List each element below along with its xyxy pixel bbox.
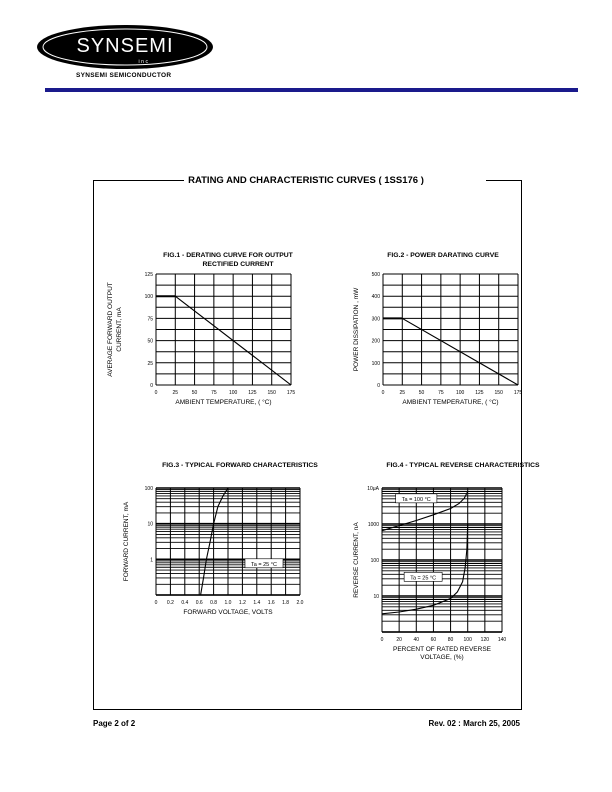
fig3-xtick-label: 1.2 (238, 600, 246, 606)
fig4-ytick-label: 1000 (367, 522, 379, 528)
fig1-xtick-label: 50 (191, 390, 198, 396)
fig1-ytick-label: 100 (144, 294, 153, 301)
revision-date: Rev. 02 : March 25, 2005 (428, 719, 520, 728)
fig3-ylabel: FORWARD CURRENT, mA (123, 501, 130, 582)
fig2-ytick-label: 100 (371, 360, 380, 367)
fig4-xtick-label: 40 (413, 637, 420, 643)
fig3-xtick-label: 1.6 (267, 600, 275, 606)
fig4-title: FIG.4 - TYPICAL REVERSE CHARACTERISTICS (386, 462, 540, 469)
fig3-ytick-label: 10 (147, 521, 153, 528)
fig3-xtick-label: 2.0 (296, 600, 304, 606)
fig1-ytick-label: 50 (147, 338, 153, 345)
fig1-ylabel: CURRENT, mA (116, 307, 123, 352)
fig4-ytick-label: 10μA (367, 486, 379, 492)
fig1-xtick-label: 25 (172, 390, 179, 396)
fig2-title: FIG.2 - POWER DARATING CURVE (387, 252, 499, 259)
fig1-xtick-label: 0 (154, 390, 158, 396)
fig1-xtick-label: 100 (228, 390, 238, 396)
fig2-ytick-label: 200 (371, 338, 380, 345)
fig2-xtick-label: 0 (381, 390, 385, 396)
fig4-xtick-label: 60 (430, 637, 437, 643)
fig3-xtick-label: 0.6 (195, 600, 203, 606)
fig2-ytick-label: 0 (377, 383, 380, 389)
fig3-xtick-label: 1.0 (224, 600, 232, 606)
fig4-xtick-label: 0 (380, 637, 384, 643)
fig2-ylabel: POWER DISSIPATION , mW (353, 287, 360, 372)
page-number: Page 2 of 2 (93, 719, 136, 728)
fig1-ytick-label: 125 (144, 272, 153, 278)
fig1-ylabel: AVERAGE FORWARD OUTPUT (107, 282, 114, 377)
page-title-text: RATING AND CHARACTERISTIC CURVES ( 1SS176 ) (184, 175, 428, 186)
fig3-series-line-1 (201, 488, 228, 595)
fig2-xtick-label: 150 (494, 390, 503, 396)
fig1-ytick-label: 75 (147, 316, 153, 323)
fig4-ytick-label: 10 (373, 594, 379, 600)
fig3-annotation: Ta = 25 °C (251, 561, 277, 568)
fig1-xtick-label: 125 (248, 390, 257, 396)
fig2-xtick-label: 25 (399, 390, 406, 396)
fig3-ytick-label: 1 (150, 557, 153, 564)
fig1-xtick-label: 75 (211, 390, 217, 396)
fig2-xtick-label: 175 (513, 390, 523, 396)
fig2-ytick-label: 300 (371, 316, 380, 323)
fig4-ylabel: REVERSE CURRENT, nA (353, 522, 360, 598)
fig2-ytick-label: 400 (371, 294, 380, 301)
logo-text: SYNSEMI (76, 35, 174, 57)
fig1-ytick-label: 25 (147, 360, 153, 367)
company-name: SYNSEMI SEMICONDUCTOR (76, 72, 172, 79)
fig4-xtick-label: 80 (447, 637, 454, 643)
fig4-xtick-label: 20 (396, 637, 402, 643)
fig4-xtick-label: 100 (463, 637, 472, 643)
fig3-xtick-label: 0.4 (181, 600, 189, 606)
fig2-xlabel: AMBIENT TEMPERATURE, ( °C) (402, 399, 499, 406)
fig4-xlabel: VOLTAGE, (%) (420, 654, 464, 661)
fig2-xtick-label: 100 (455, 390, 465, 396)
fig4-series-line-2 (382, 524, 468, 614)
fig3-xtick-label: 1.4 (253, 600, 261, 606)
fig3-xtick-label: 0.2 (166, 600, 174, 606)
fig4-xtick-label: 140 (497, 637, 507, 643)
fig4-annotation: Ta = 25 °C (410, 575, 437, 582)
fig2-ytick-label: 500 (371, 272, 380, 278)
logo-sub: inc (138, 59, 150, 65)
fig3-xtick-label: 0.8 (210, 600, 218, 606)
fig2-xtick-label: 50 (418, 390, 425, 396)
fig1-xtick-label: 175 (286, 390, 296, 396)
fig3-xlabel: FORWARD VOLTAGE, VOLTS (183, 609, 273, 616)
fig1-title: RECTIFIED CURRENT (202, 261, 274, 268)
fig4-annotation: Ta = 100 °C (401, 496, 431, 503)
fig3-xtick-label: 0 (154, 600, 158, 606)
fig4-xlabel: PERCENT OF RATED REVERSE (393, 646, 491, 653)
fig3-title: FIG.3 - TYPICAL FORWARD CHARACTERISTICS (162, 462, 318, 469)
fig1-ytick-label: 0 (150, 383, 153, 389)
fig1-xlabel: AMBIENT TEMPERATURE, ( °C) (175, 399, 272, 406)
fig1-xtick-label: 150 (267, 390, 276, 396)
fig4-ytick-label: 100 (370, 558, 379, 564)
fig2-xtick-label: 125 (475, 390, 484, 396)
fig3-xtick-label: 1.8 (282, 600, 290, 606)
fig1-title: FIG.1 - DERATING CURVE FOR OUTPUT (163, 252, 293, 259)
fig4-xtick-label: 120 (480, 637, 490, 643)
fig3-ytick-label: 100 (144, 486, 153, 492)
fig2-xtick-label: 75 (438, 390, 444, 396)
